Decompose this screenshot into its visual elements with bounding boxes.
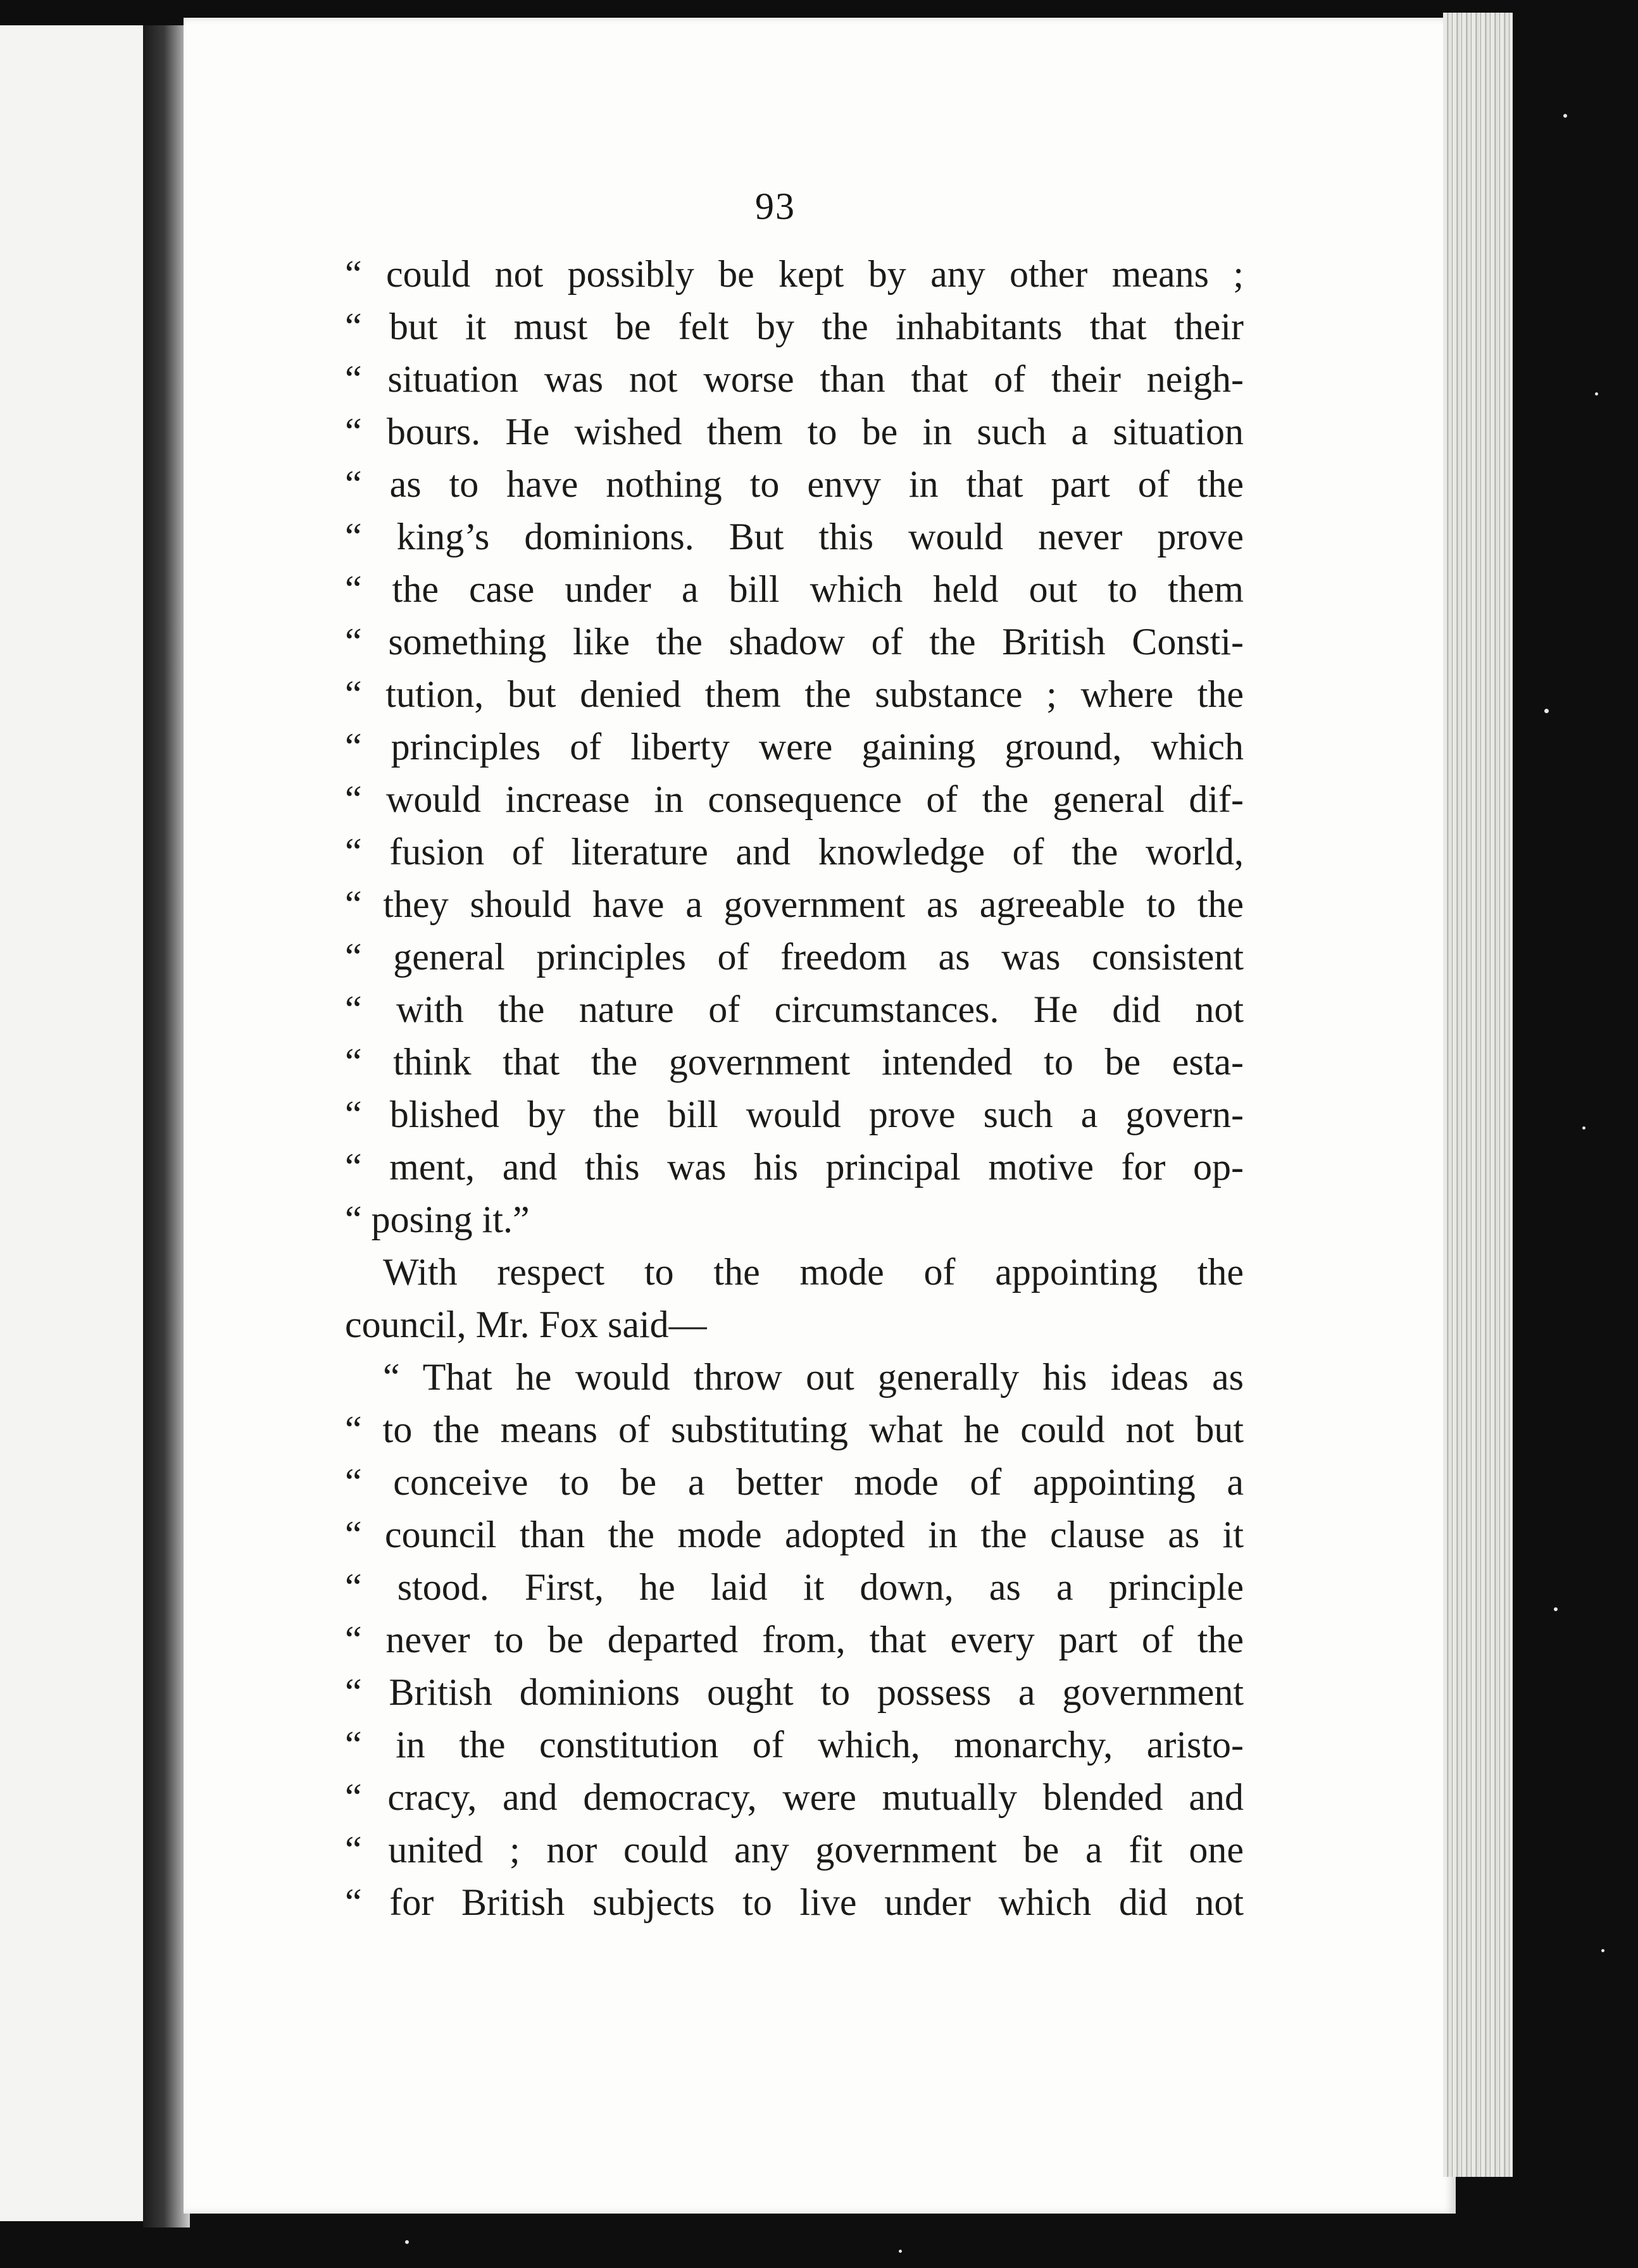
- text-line: “ in the constitution of which, monarchy, aristo-: [345, 1724, 1244, 1766]
- scan-speck: [899, 2250, 902, 2253]
- text-line: “ they should have a government as agreeable to the: [345, 883, 1244, 925]
- scan-speck: [1582, 1126, 1585, 1130]
- text-line: “ British dominions ought to possess a government: [345, 1671, 1244, 1713]
- text-line: “ think that the government intended to be esta-: [345, 1041, 1244, 1083]
- text-line: “ That he would throw out generally his ideas as: [383, 1356, 1244, 1398]
- text-line: “ tution, but denied them the substance ; where the: [345, 673, 1244, 715]
- text-line: “ something like the shadow of the British Consti-: [345, 621, 1244, 663]
- text-line: “ general principles of freedom as was consistent: [345, 936, 1244, 978]
- page-number: 93: [755, 185, 796, 227]
- text-line: “ posing it.”: [345, 1199, 530, 1240]
- scan-speck: [1595, 392, 1598, 396]
- scan-speck: [405, 2240, 409, 2244]
- text-line: “ ment, and this was his principal motive for op-: [345, 1146, 1244, 1188]
- book-gutter: [143, 25, 190, 2228]
- text-line: With respect to the mode of appointing the: [383, 1251, 1244, 1293]
- text-line: “ cracy, and democracy, were mutually blended and: [345, 1776, 1244, 1818]
- text-line: “ situation was not worse than that of their neigh-: [345, 358, 1244, 400]
- text-line: “ the case under a bill which held out to them: [345, 568, 1244, 610]
- text-line: “ could not possibly be kept by any other means ;: [345, 253, 1244, 295]
- scan-speck: [1601, 1949, 1604, 1952]
- text-line: “ would increase in consequence of the general dif-: [345, 778, 1244, 820]
- text-line: “ with the nature of circumstances. He did not: [345, 988, 1244, 1030]
- scan-speck: [1554, 1607, 1558, 1611]
- text-line: “ for British subjects to live under which did not: [345, 1881, 1244, 1923]
- facing-page-edge: [0, 25, 147, 2221]
- text-line: “ king’s dominions. But this would never prove: [345, 516, 1244, 558]
- text-line: “ principles of liberty were gaining ground, which: [345, 726, 1244, 768]
- text-line: “ blished by the bill would prove such a govern-: [345, 1094, 1244, 1135]
- text-line: “ as to have nothing to envy in that part of the: [345, 463, 1244, 505]
- text-line: “ never to be departed from, that every part of the: [345, 1619, 1244, 1660]
- text-line: council, Mr. Fox said—: [345, 1304, 707, 1345]
- text-line: “ to the means of substituting what he could not but: [345, 1409, 1244, 1450]
- text-line: “ stood. First, he laid it down, as a principle: [345, 1566, 1244, 1608]
- body-text: [345, 248, 1244, 1929]
- text-line: “ united ; nor could any government be a fit one: [345, 1829, 1244, 1871]
- page-fore-edge: [1443, 13, 1513, 2177]
- text-line: “ bours. He wished them to be in such a situation: [345, 411, 1244, 452]
- text-line: “ fusion of literature and knowledge of the world,: [345, 831, 1244, 873]
- text-line: “ conceive to be a better mode of appointing a: [345, 1461, 1244, 1503]
- scan-speck: [1544, 709, 1549, 713]
- text-line: “ council than the mode adopted in the clause as it: [345, 1514, 1244, 1555]
- text-line: “ but it must be felt by the inhabitants that their: [345, 306, 1244, 347]
- scan-speck: [1563, 114, 1567, 118]
